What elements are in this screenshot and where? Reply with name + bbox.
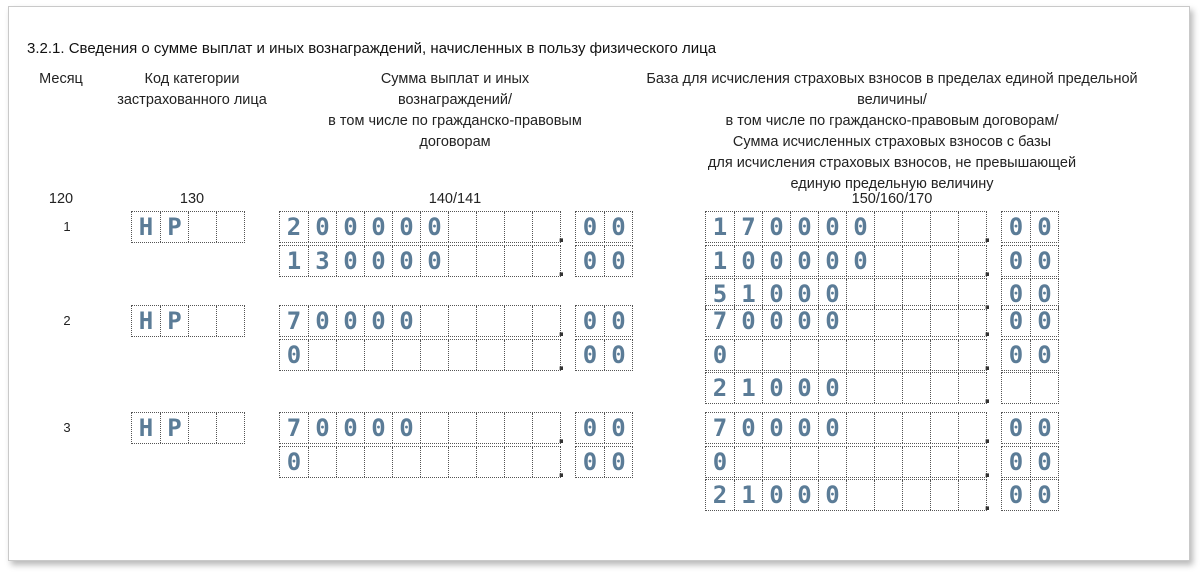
digit-cell — [504, 306, 532, 336]
digit-cell: 0 — [420, 246, 448, 276]
digit-cell: 0 — [762, 373, 790, 403]
digit-cell — [504, 413, 532, 443]
digit-cell: 0 — [762, 306, 790, 336]
digit-cell: 0 — [762, 279, 790, 309]
digit-cell: 0 — [392, 306, 420, 336]
digit-cell: 0 — [1030, 306, 1058, 336]
digit-cell: 0 — [790, 480, 818, 510]
digit-cell — [734, 340, 762, 370]
digit-cell: 0 — [392, 413, 420, 443]
digit-cell — [1030, 373, 1058, 403]
digit-cell — [476, 246, 504, 276]
digit-cell: 0 — [364, 246, 392, 276]
digit-cell: 0 — [392, 246, 420, 276]
digit-cell: 1 — [286, 246, 302, 275]
digit-cell — [874, 340, 902, 370]
decimal-point: . — [558, 254, 565, 282]
digit-cell: 0 — [604, 340, 632, 370]
digit-cell: 0 — [582, 447, 598, 476]
digit-cell — [846, 306, 874, 336]
digit-cell — [762, 447, 790, 477]
digit-cell — [420, 413, 448, 443]
digit-cell — [308, 447, 336, 477]
digit-cell — [958, 373, 986, 403]
digit-cell — [790, 340, 818, 370]
base-amount-field-rubles[interactable] — [705, 339, 987, 371]
digit-cell — [188, 413, 216, 443]
digit-cell — [504, 246, 532, 276]
section-title: 3.2.1. Сведения о сумме выплат и иных вознаграждений, начисленных в пользу физического лица — [27, 40, 717, 57]
digit-cell — [336, 447, 364, 477]
digit-cell: 0 — [604, 212, 632, 242]
digit-cell — [532, 340, 560, 370]
base-amount-field-rubles[interactable] — [705, 479, 987, 511]
base-amount-field-kopecks[interactable] — [1001, 372, 1059, 404]
digit-cell: 0 — [818, 413, 846, 443]
digit-cell: Р — [160, 212, 188, 242]
digit-cell: 2 — [286, 213, 302, 241]
digit-cell: 0 — [364, 306, 392, 336]
digit-cell: 7 — [286, 307, 302, 335]
digit-cell — [216, 413, 244, 443]
digit-cell — [930, 413, 958, 443]
payment-amount-field-kopecks[interactable] — [575, 412, 633, 444]
decimal-point: . — [984, 455, 991, 483]
digit-cell: 1 — [712, 246, 728, 275]
digit-cell: 0 — [1008, 213, 1024, 241]
digit-cell: 0 — [846, 246, 874, 276]
digit-cell: 1 — [734, 480, 762, 510]
digit-cell: 1 — [734, 279, 762, 309]
digit-cell — [532, 306, 560, 336]
base-amount-field-rubles[interactable] — [705, 305, 987, 337]
code-month: 120 — [48, 191, 74, 207]
digit-cell — [930, 306, 958, 336]
digit-cell — [308, 340, 336, 370]
digit-cell: 0 — [818, 373, 846, 403]
digit-cell: 2 — [712, 374, 728, 402]
digit-cell: 2 — [712, 481, 728, 509]
digit-cell — [930, 340, 958, 370]
code-category: 130 — [179, 191, 205, 207]
base-amount-field-rubles[interactable] — [705, 372, 987, 404]
digit-cell: 0 — [604, 246, 632, 276]
digit-cell — [958, 212, 986, 242]
digit-cell — [902, 373, 930, 403]
digit-cell — [448, 447, 476, 477]
payment-amount-field-kopecks[interactable] — [575, 305, 633, 337]
digit-cell: 0 — [604, 306, 632, 336]
decimal-point: . — [984, 221, 991, 248]
digit-cell — [392, 447, 420, 477]
digit-cell — [930, 447, 958, 477]
digit-cell — [392, 340, 420, 370]
payment-amount-field-kopecks[interactable] — [575, 211, 633, 243]
digit-cell — [930, 212, 958, 242]
digit-cell: Н — [138, 213, 154, 241]
digit-cell: 7 — [734, 212, 762, 242]
digit-cell — [420, 447, 448, 477]
digit-cell: 0 — [790, 246, 818, 276]
digit-cell: 0 — [1008, 340, 1024, 369]
digit-cell — [818, 340, 846, 370]
digit-cell — [874, 212, 902, 242]
decimal-point: . — [984, 489, 991, 516]
digit-cell — [532, 246, 560, 276]
digit-cell — [504, 340, 532, 370]
digit-cell: 1 — [734, 373, 762, 403]
digit-cell — [874, 413, 902, 443]
category-code-field[interactable] — [131, 412, 245, 444]
digit-cell: 0 — [1008, 481, 1024, 509]
base-amount-field-kopecks[interactable] — [1001, 305, 1059, 337]
digit-cell — [420, 340, 448, 370]
digit-cell — [902, 306, 930, 336]
digit-cell — [448, 246, 476, 276]
digit-cell — [504, 212, 532, 242]
digit-cell — [874, 480, 902, 510]
digit-cell — [420, 306, 448, 336]
digit-cell — [476, 413, 504, 443]
digit-cell — [874, 373, 902, 403]
digit-cell: 0 — [582, 340, 598, 369]
decimal-point: . — [558, 422, 565, 449]
digit-cell — [958, 447, 986, 477]
digit-cell — [188, 306, 216, 336]
digit-cell — [874, 246, 902, 276]
digit-cell — [846, 413, 874, 443]
digit-cell: 0 — [762, 413, 790, 443]
digit-cell — [958, 480, 986, 510]
digit-cell: 0 — [1008, 447, 1024, 476]
digit-cell: Р — [160, 413, 188, 443]
month-number: 2 — [63, 313, 71, 328]
digit-cell: 0 — [762, 246, 790, 276]
digit-cell: 0 — [308, 212, 336, 242]
digit-cell — [902, 340, 930, 370]
digit-cell — [930, 246, 958, 276]
digit-cell — [902, 212, 930, 242]
base-amount-field-kopecks[interactable] — [1001, 446, 1059, 478]
base-amount-field-kopecks[interactable] — [1001, 479, 1059, 511]
digit-cell — [532, 447, 560, 477]
digit-cell — [532, 413, 560, 443]
category-code-field[interactable] — [131, 305, 245, 337]
digit-cell — [476, 447, 504, 477]
digit-cell: 0 — [712, 447, 728, 476]
digit-cell — [846, 480, 874, 510]
digit-cell: Н — [138, 307, 154, 335]
digit-cell: 0 — [762, 480, 790, 510]
digit-cell — [818, 447, 846, 477]
base-amount-field-kopecks[interactable] — [1001, 211, 1059, 243]
digit-cell — [930, 373, 958, 403]
digit-cell — [532, 212, 560, 242]
decimal-point: . — [984, 315, 991, 342]
decimal-point: . — [984, 422, 991, 449]
digit-cell: 0 — [818, 279, 846, 309]
digit-cell — [448, 413, 476, 443]
digit-cell: 0 — [790, 279, 818, 309]
category-code-field[interactable] — [131, 211, 245, 243]
digit-cell: 0 — [308, 413, 336, 443]
month-number: 3 — [63, 420, 71, 435]
digit-cell: 1 — [712, 213, 728, 241]
digit-cell: 0 — [1030, 480, 1058, 510]
payment-amount-field-rubles[interactable] — [279, 339, 561, 371]
digit-cell: 0 — [392, 212, 420, 242]
digit-cell: 0 — [1030, 340, 1058, 370]
digit-cell — [1002, 373, 1030, 403]
digit-cell: 0 — [1008, 414, 1024, 442]
digit-cell: 0 — [420, 212, 448, 242]
digit-cell: 0 — [286, 340, 302, 369]
decimal-point: . — [558, 315, 565, 342]
base-amount-field-rubles[interactable] — [705, 412, 987, 444]
base-amount-field-rubles[interactable] — [705, 446, 987, 478]
digit-cell — [762, 340, 790, 370]
digit-cell: 7 — [712, 307, 728, 335]
payment-amount-field-rubles[interactable] — [279, 446, 561, 478]
decimal-point: . — [984, 288, 991, 315]
digit-cell — [734, 447, 762, 477]
digit-cell — [790, 447, 818, 477]
digit-cell: 0 — [308, 306, 336, 336]
base-amount-field-rubles[interactable] — [705, 211, 987, 243]
digit-cell: 0 — [790, 212, 818, 242]
digit-cell — [902, 246, 930, 276]
digit-cell: 0 — [286, 447, 302, 476]
base-amount-field-kopecks[interactable] — [1001, 245, 1059, 277]
digit-cell — [846, 447, 874, 477]
header-month: Месяц — [39, 71, 83, 87]
digit-cell: 0 — [364, 212, 392, 242]
base-amount-field-kopecks[interactable] — [1001, 412, 1059, 444]
digit-cell: Н — [138, 414, 154, 442]
digit-cell: 0 — [364, 413, 392, 443]
digit-cell: 0 — [790, 373, 818, 403]
digit-cell: 0 — [336, 212, 364, 242]
code-sum: 140/141 — [428, 191, 482, 207]
digit-cell — [902, 413, 930, 443]
form-page — [8, 6, 1190, 561]
payment-amount-field-rubles[interactable] — [279, 245, 561, 277]
digit-cell — [364, 340, 392, 370]
digit-cell — [476, 212, 504, 242]
digit-cell: 0 — [336, 306, 364, 336]
digit-cell: 0 — [1030, 246, 1058, 276]
digit-cell: 3 — [308, 246, 336, 276]
digit-cell: 7 — [712, 414, 728, 442]
digit-cell — [958, 340, 986, 370]
digit-cell — [336, 340, 364, 370]
digit-cell: 0 — [790, 413, 818, 443]
digit-cell — [874, 306, 902, 336]
digit-cell — [958, 246, 986, 276]
digit-cell — [846, 373, 874, 403]
digit-cell: 0 — [818, 480, 846, 510]
digit-cell — [902, 447, 930, 477]
month-number: 1 — [63, 219, 71, 234]
decimal-point: . — [558, 348, 565, 376]
digit-cell: 0 — [734, 413, 762, 443]
digit-cell: 0 — [790, 306, 818, 336]
payment-amount-field-rubles[interactable] — [279, 412, 561, 444]
digit-cell: 0 — [336, 246, 364, 276]
decimal-point: . — [984, 382, 991, 409]
decimal-point: . — [984, 348, 991, 376]
digit-cell: 0 — [582, 246, 598, 275]
digit-cell: 0 — [762, 212, 790, 242]
digit-cell: 0 — [1008, 280, 1024, 308]
digit-cell: 0 — [818, 306, 846, 336]
digit-cell: 5 — [712, 280, 728, 308]
digit-cell — [958, 306, 986, 336]
payment-amount-field-rubles[interactable] — [279, 211, 561, 243]
digit-cell — [216, 306, 244, 336]
digit-cell — [476, 340, 504, 370]
digit-cell — [874, 447, 902, 477]
digit-cell: 0 — [582, 414, 598, 442]
digit-cell — [216, 212, 244, 242]
header-sum: Сумма выплат и иных вознаграждений/ в том числе по гражданско-правовым договорам — [328, 71, 582, 150]
digit-cell: 0 — [1030, 447, 1058, 477]
digit-cell: 0 — [604, 413, 632, 443]
digit-cell — [448, 340, 476, 370]
digit-cell: 7 — [286, 414, 302, 442]
payment-amount-field-kopecks[interactable] — [575, 339, 633, 371]
digit-cell — [364, 447, 392, 477]
digit-cell — [958, 413, 986, 443]
payment-amount-field-kopecks[interactable] — [575, 446, 633, 478]
digit-cell — [448, 306, 476, 336]
digit-cell — [448, 212, 476, 242]
digit-cell: 0 — [336, 413, 364, 443]
digit-cell: 0 — [1030, 212, 1058, 242]
digit-cell: Р — [160, 306, 188, 336]
digit-cell: 0 — [734, 306, 762, 336]
decimal-point: . — [558, 455, 565, 483]
digit-cell — [902, 480, 930, 510]
digit-cell: 0 — [734, 246, 762, 276]
header-category: Код категории застрахованного лица — [117, 71, 267, 108]
digit-cell — [476, 306, 504, 336]
decimal-point: . — [984, 254, 991, 282]
digit-cell: 0 — [712, 340, 728, 369]
digit-cell: 0 — [582, 307, 598, 335]
digit-cell — [846, 340, 874, 370]
digit-cell — [504, 447, 532, 477]
digit-cell: 0 — [1030, 413, 1058, 443]
base-amount-field-kopecks[interactable] — [1001, 339, 1059, 371]
decimal-point: . — [558, 221, 565, 248]
digit-cell — [930, 480, 958, 510]
digit-cell: 0 — [1008, 307, 1024, 335]
digit-cell: 0 — [818, 212, 846, 242]
code-base: 150/160/170 — [851, 191, 933, 207]
digit-cell: 0 — [1030, 279, 1058, 309]
payment-amount-field-kopecks[interactable] — [575, 245, 633, 277]
digit-cell: 0 — [846, 212, 874, 242]
digit-cell — [188, 212, 216, 242]
digit-cell: 0 — [1008, 246, 1024, 275]
header-base: База для исчисления страховых взносов в пределах единой предельной величины/ в том числе по гражданско-правовым договорам/ Сумма исчисленных страховых взносов с базы для исчисления страховых взносов, не превышающей единую предельную величину — [646, 71, 1138, 192]
digit-cell: 0 — [604, 447, 632, 477]
base-amount-field-rubles[interactable] — [705, 245, 987, 277]
digit-cell: 0 — [818, 246, 846, 276]
digit-cell: 0 — [582, 213, 598, 241]
payment-amount-field-rubles[interactable] — [279, 305, 561, 337]
